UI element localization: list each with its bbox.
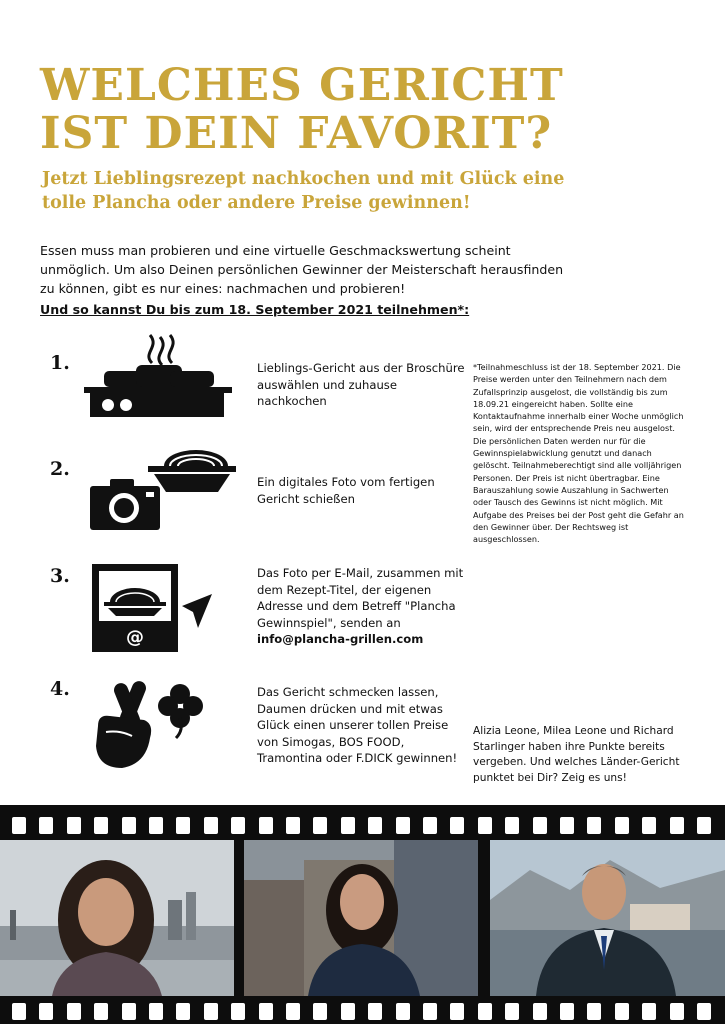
sprocket-hole [39,817,53,834]
photo-richard-starlinger [490,840,725,996]
sprocket-hole [478,817,492,834]
sprocket-hole [176,817,190,834]
step-3-text: Das Foto per E-Mail, zusammen mit dem Rezept-Titel, der eigenen Adresse und dem Betreff "Plancha Gewinnspiel", senden an [257,566,464,630]
sprocket-hole [12,1003,26,1020]
howto-heading: Und so kannst Du bis zum 18. September 2021 teilnehmen*: [40,302,470,317]
sprocket-hole [615,817,629,834]
sprocket-hole [176,1003,190,1020]
sprocket-hole [478,1003,492,1020]
subheadline: Jetzt Lieblingsrezept nachkochen und mit Glück eine tolle Plancha oder andere Preise gewinnen! [42,169,565,213]
sprocket-hole [423,1003,437,1020]
sprocket-hole [67,817,81,834]
sprocket-hole [204,1003,218,1020]
svg-text:@: @ [126,627,144,648]
sprocket-hole [368,817,382,834]
sprocket-hole [94,817,108,834]
sprocket-hole [286,817,300,834]
film-strip [0,805,725,1024]
sprocket-hole [231,1003,245,1020]
plancha-grill-icon [82,333,234,419]
sprocket-hole [560,1003,574,1020]
sprocket-hole [259,817,273,834]
step-2-number: 2. [50,458,70,480]
step-3-text-block [257,565,467,648]
photo-alizia-leone [0,840,234,996]
sprocket-hole [670,1003,684,1020]
sprocket-row-bottom [0,1001,725,1023]
sprocket-hole [642,1003,656,1020]
sprocket-hole [533,1003,547,1020]
sprocket-hole [341,1003,355,1020]
step-3-number: 3. [50,565,70,587]
sprocket-hole [642,817,656,834]
sprocket-hole [313,1003,327,1020]
sprocket-hole [341,817,355,834]
intro-text: Essen muss man probieren und eine virtuelle Geschmackswertung scheint unmöglich. Um also Deinen persönlichen Gewinner der Meisterschaft herausfinden zu können, gibt es nur eines: nachmachen und probieren! [40,243,564,296]
step-4-number: 4. [50,678,70,700]
sprocket-hole [94,1003,108,1020]
sprocket-hole [533,817,547,834]
sprocket-hole [231,817,245,834]
photo-milea-leone [244,840,478,996]
sprocket-row-top [0,815,725,837]
camera-plate-icon [90,446,236,530]
step-4-text: Das Gericht schmecken lassen, Daumen drücken und mit etwas Glück einen unserer tollen Preise von Simogas, BOS FOOD, Tramontina oder F.DICK gewinnen! [257,685,458,765]
sprocket-hole [396,1003,410,1020]
sprocket-hole [697,1003,711,1020]
sprocket-hole [149,817,163,834]
sprocket-hole [313,817,327,834]
sprocket-hole [259,1003,273,1020]
sprocket-hole [587,817,601,834]
sprocket-hole [423,817,437,834]
sprocket-hole [396,817,410,834]
sprocket-hole [368,1003,382,1020]
sprocket-hole [670,817,684,834]
step-1-number: 1. [50,352,70,374]
step-2-text: Ein digitales Foto vom fertigen Gericht schießen [257,475,435,506]
headline: WELCHES GERICHT IST DEIN FAVORIT? [40,60,564,159]
sprocket-hole [286,1003,300,1020]
sprocket-hole [122,817,136,834]
sprocket-hole [587,1003,601,1020]
sprocket-hole [12,817,26,834]
sprocket-hole [39,1003,53,1020]
sprocket-hole [615,1003,629,1020]
sprocket-hole [505,1003,519,1020]
sprocket-hole [204,817,218,834]
sprocket-hole [450,817,464,834]
sprocket-hole [122,1003,136,1020]
crossed-fingers-clover-icon [92,676,210,770]
photo-email-send-icon [92,564,214,652]
email-address: info@plancha-grillen.com [257,632,424,646]
jury-note: Alizia Leone, Milea Leone und Richard Starlinger haben ihre Punkte bereits vergeben. Und welches Länder-Gericht punktet bei Dir? Zeig es uns! [473,725,680,784]
sprocket-hole [697,817,711,834]
step-1-text: Lieblings-Gericht aus der Broschüre auswählen und zuhause nachkochen [257,361,465,408]
sprocket-hole [149,1003,163,1020]
terms-fine-print: *Teilnahmeschluss ist der 18. September 2021. Die Preise werden unter den Teilnehmern nach dem Zufallsprinzip ausgelost, die vollständig bis zum 18.09.21 eingereicht haben. Sollte eine Kontaktaufnahme innerhalb einer Woche unmöglich sein, wird der entsprechende Preis neu ausgelost. Die persönlichen Daten werden nur für die Gewinnspielabwicklung genutzt und danach gelöscht. Teilnahmeberechtigt sind alle volljährigen Personen. Der Preis ist nicht übertragbar. Eine Barauszahlung sowie Auszahlung in Sachwerten oder Tausch des Gewinns ist nicht möglich. Mit Aufgabe des Preises bei der Post geht die Gefahr an den Gewinner über. Der Rechtsweg ist ausgeschlossen. [473,362,684,545]
sprocket-hole [505,817,519,834]
sprocket-hole [450,1003,464,1020]
sprocket-hole [67,1003,81,1020]
sprocket-hole [560,817,574,834]
